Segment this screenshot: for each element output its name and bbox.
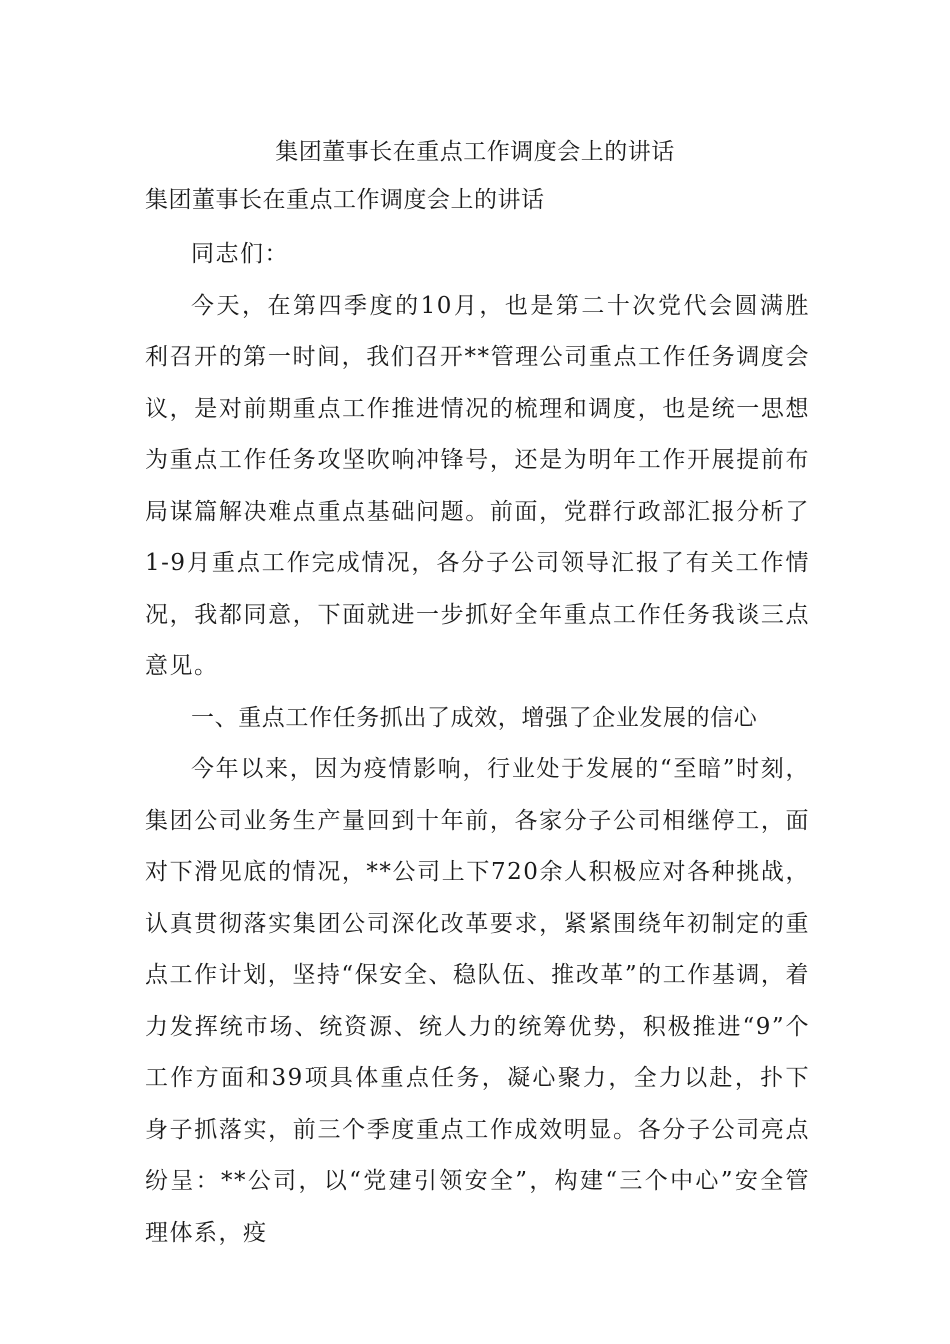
document-body: [145, 229, 810, 1259]
document-subtitle: 集团董事长在重点工作调度会上的讲话: [145, 187, 545, 213]
section-heading-1: 一、重点工作任务抓出了成效，增强了企业发展的信心: [191, 704, 758, 731]
body-paragraph-intro: 今天，在第四季度的10月，也是第二十次党代会圆满胜利召开的第一时间，我们召开**管理公司重点工作任务调度会议，是对前期重点工作推进情况的梳理和调度，也是统一思想为重点工作任务攻坚吹响冲锋号，还是为明年工作开展提前布局谋篇解决难点重点基础问题。前面，党群行政部汇报分析了1-9月重点工作完成情况，各分子公司领导汇报了有关工作情况，我都同意，下面就进一步抓好全年重点工作任务我谈三点意见。: [145, 292, 810, 679]
document-title: 集团董事长在重点工作调度会上的讲话: [275, 139, 675, 165]
body-paragraph-section-1: 今年以来，因为疫情影响，行业处于发展的“至暗”时刻，集团公司业务生产量回到十年前，各家分子公司相继停工，面对下滑见底的情况，**公司上下720余人积极应对各种挑战，认真贯彻落实集团公司深化改革要求，紧紧围绕年初制定的重点工作计划，坚持“保安全、稳队伍、推改革”的工作基调，着力发挥统市场、统资源、统人力的统筹优势，积极推进“9”个工作方面和39项具体重点任务，凝心聚力，全力以赴，扑下身子抓落实，前三个季度重点工作成效明显。各分子公司亮点纷呈：**公司，以“党建引领安全”，构建“三个中心”安全管理体系，疫: [145, 756, 810, 1246]
salutation: 同志们：: [191, 241, 289, 267]
